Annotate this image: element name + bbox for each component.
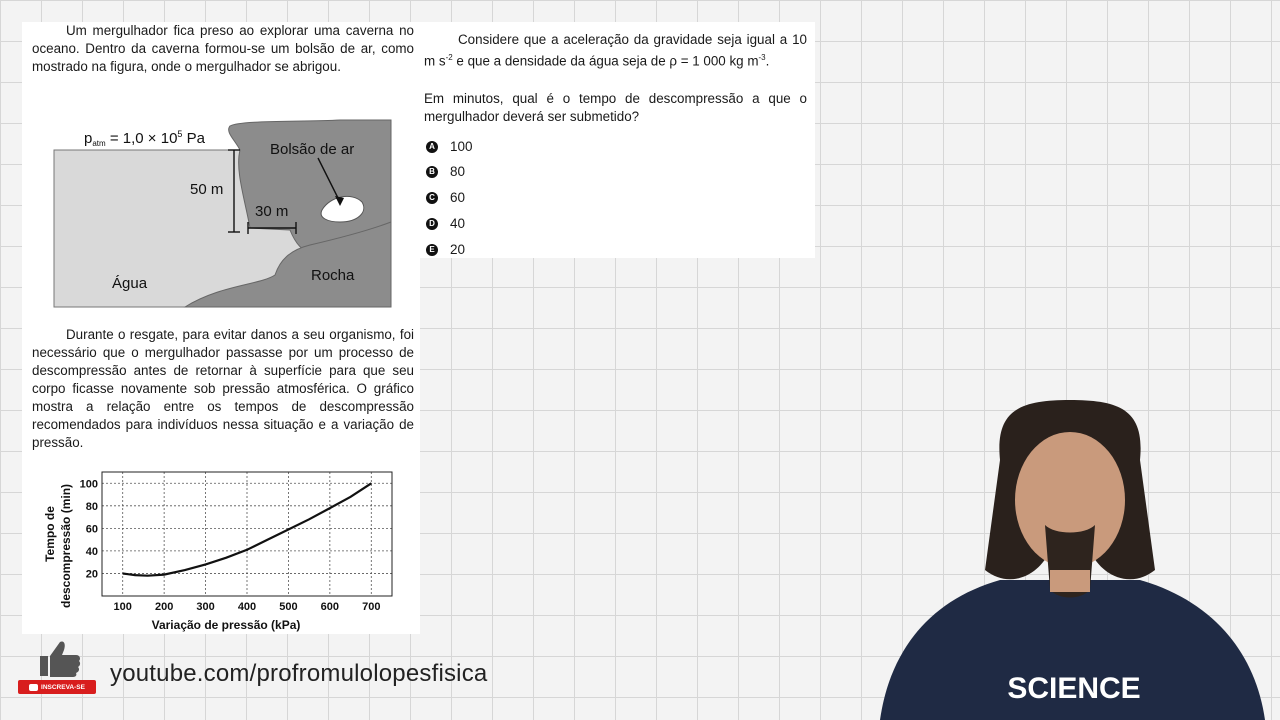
x-tick-label: 100 <box>113 601 132 613</box>
bubble-label: Bolsão de ar <box>270 141 355 158</box>
y-axis-label-line1: Tempo de <box>43 506 57 562</box>
x-tick-label: 500 <box>279 601 298 613</box>
option-badge-a: A <box>426 141 438 153</box>
option-badge-d: D <box>426 218 438 230</box>
question-text: Em minutos, qual é o tempo de descompressão a que o mergulhador deverá ser submetido? <box>424 91 807 124</box>
presenter-webcam <box>870 400 1270 720</box>
y-axis-label-line2: descompressão (min) <box>59 483 73 609</box>
option-d[interactable] <box>426 216 465 231</box>
x-axis-label: Variação de pressão (kPa) <box>151 618 301 632</box>
option-c[interactable] <box>426 190 465 205</box>
option-value-a: 100 <box>450 139 473 154</box>
rock-label: Rocha <box>311 267 355 284</box>
shirt-text: SCIENCE <box>1007 672 1141 705</box>
y-tick-label: 60 <box>85 523 98 536</box>
chart-grid <box>102 472 392 596</box>
channel-url[interactable]: youtube.com/profromulolopesfisica <box>110 660 488 687</box>
subscribe-label: INSCREVA-SE <box>41 683 85 691</box>
thumbs-up-icon[interactable] <box>18 640 98 680</box>
patm-label: $p_{atm} = 1,0 \times 10^5$ Pa <box>84 129 205 148</box>
x-tick-label: 400 <box>237 601 257 613</box>
x-tick-label: 200 <box>154 601 174 613</box>
option-a[interactable] <box>426 139 473 154</box>
width-label: 30 m <box>255 203 289 220</box>
intro-paragraph: Um mergulhador fica preso ao explorar uma caverna no oceano. Dentro da caverna formou-se um bolsão de ar, como mostrado na figura, onde o mergulhador se abrigou. <box>32 23 414 74</box>
option-badge-c: C <box>426 192 438 204</box>
rescue-paragraph: Durante o resgate, para evitar danos a seu organismo, foi necessário que o mergulhador passasse por um processo de descompressão antes de retornar à superfície para que seu corpo ficasse novamente sob pressão atmosférica. O gráfico mostra a relação entre os tempos de descompressão recomendados para indivíduos nessa situação e a variação de pressão. <box>32 327 414 450</box>
option-badge-b: B <box>426 166 438 178</box>
y-tick-label: 80 <box>85 500 98 513</box>
option-badge-e: E <box>426 244 438 256</box>
footer-bar <box>14 640 574 700</box>
y-tick-label: 40 <box>85 545 98 558</box>
y-tick-label: 100 <box>79 478 98 491</box>
cave-figure <box>40 110 410 310</box>
x-tick-label: 700 <box>362 601 381 613</box>
y-tick-label: 20 <box>85 568 98 581</box>
option-value-e: 20 <box>450 242 466 257</box>
water-label: Água <box>112 275 148 292</box>
depth-label: 50 m <box>190 181 224 198</box>
option-value-d: 40 <box>450 216 466 231</box>
option-e[interactable] <box>426 242 465 257</box>
option-value-c: 60 <box>450 190 466 205</box>
play-icon <box>29 684 38 691</box>
x-tick-label: 600 <box>320 601 340 613</box>
subscribe-button[interactable] <box>18 680 96 694</box>
given-paragraph: Considere que a aceleração da gravidade seja igual a 10 m $s^{-2}$ e que a densidade da água seja de ρ = 1 000 kg $m^{-3}$. <box>424 32 807 69</box>
x-tick-label: 300 <box>196 601 215 613</box>
option-b[interactable] <box>426 164 465 179</box>
decompression-chart <box>30 462 400 634</box>
option-value-b: 80 <box>450 164 466 179</box>
